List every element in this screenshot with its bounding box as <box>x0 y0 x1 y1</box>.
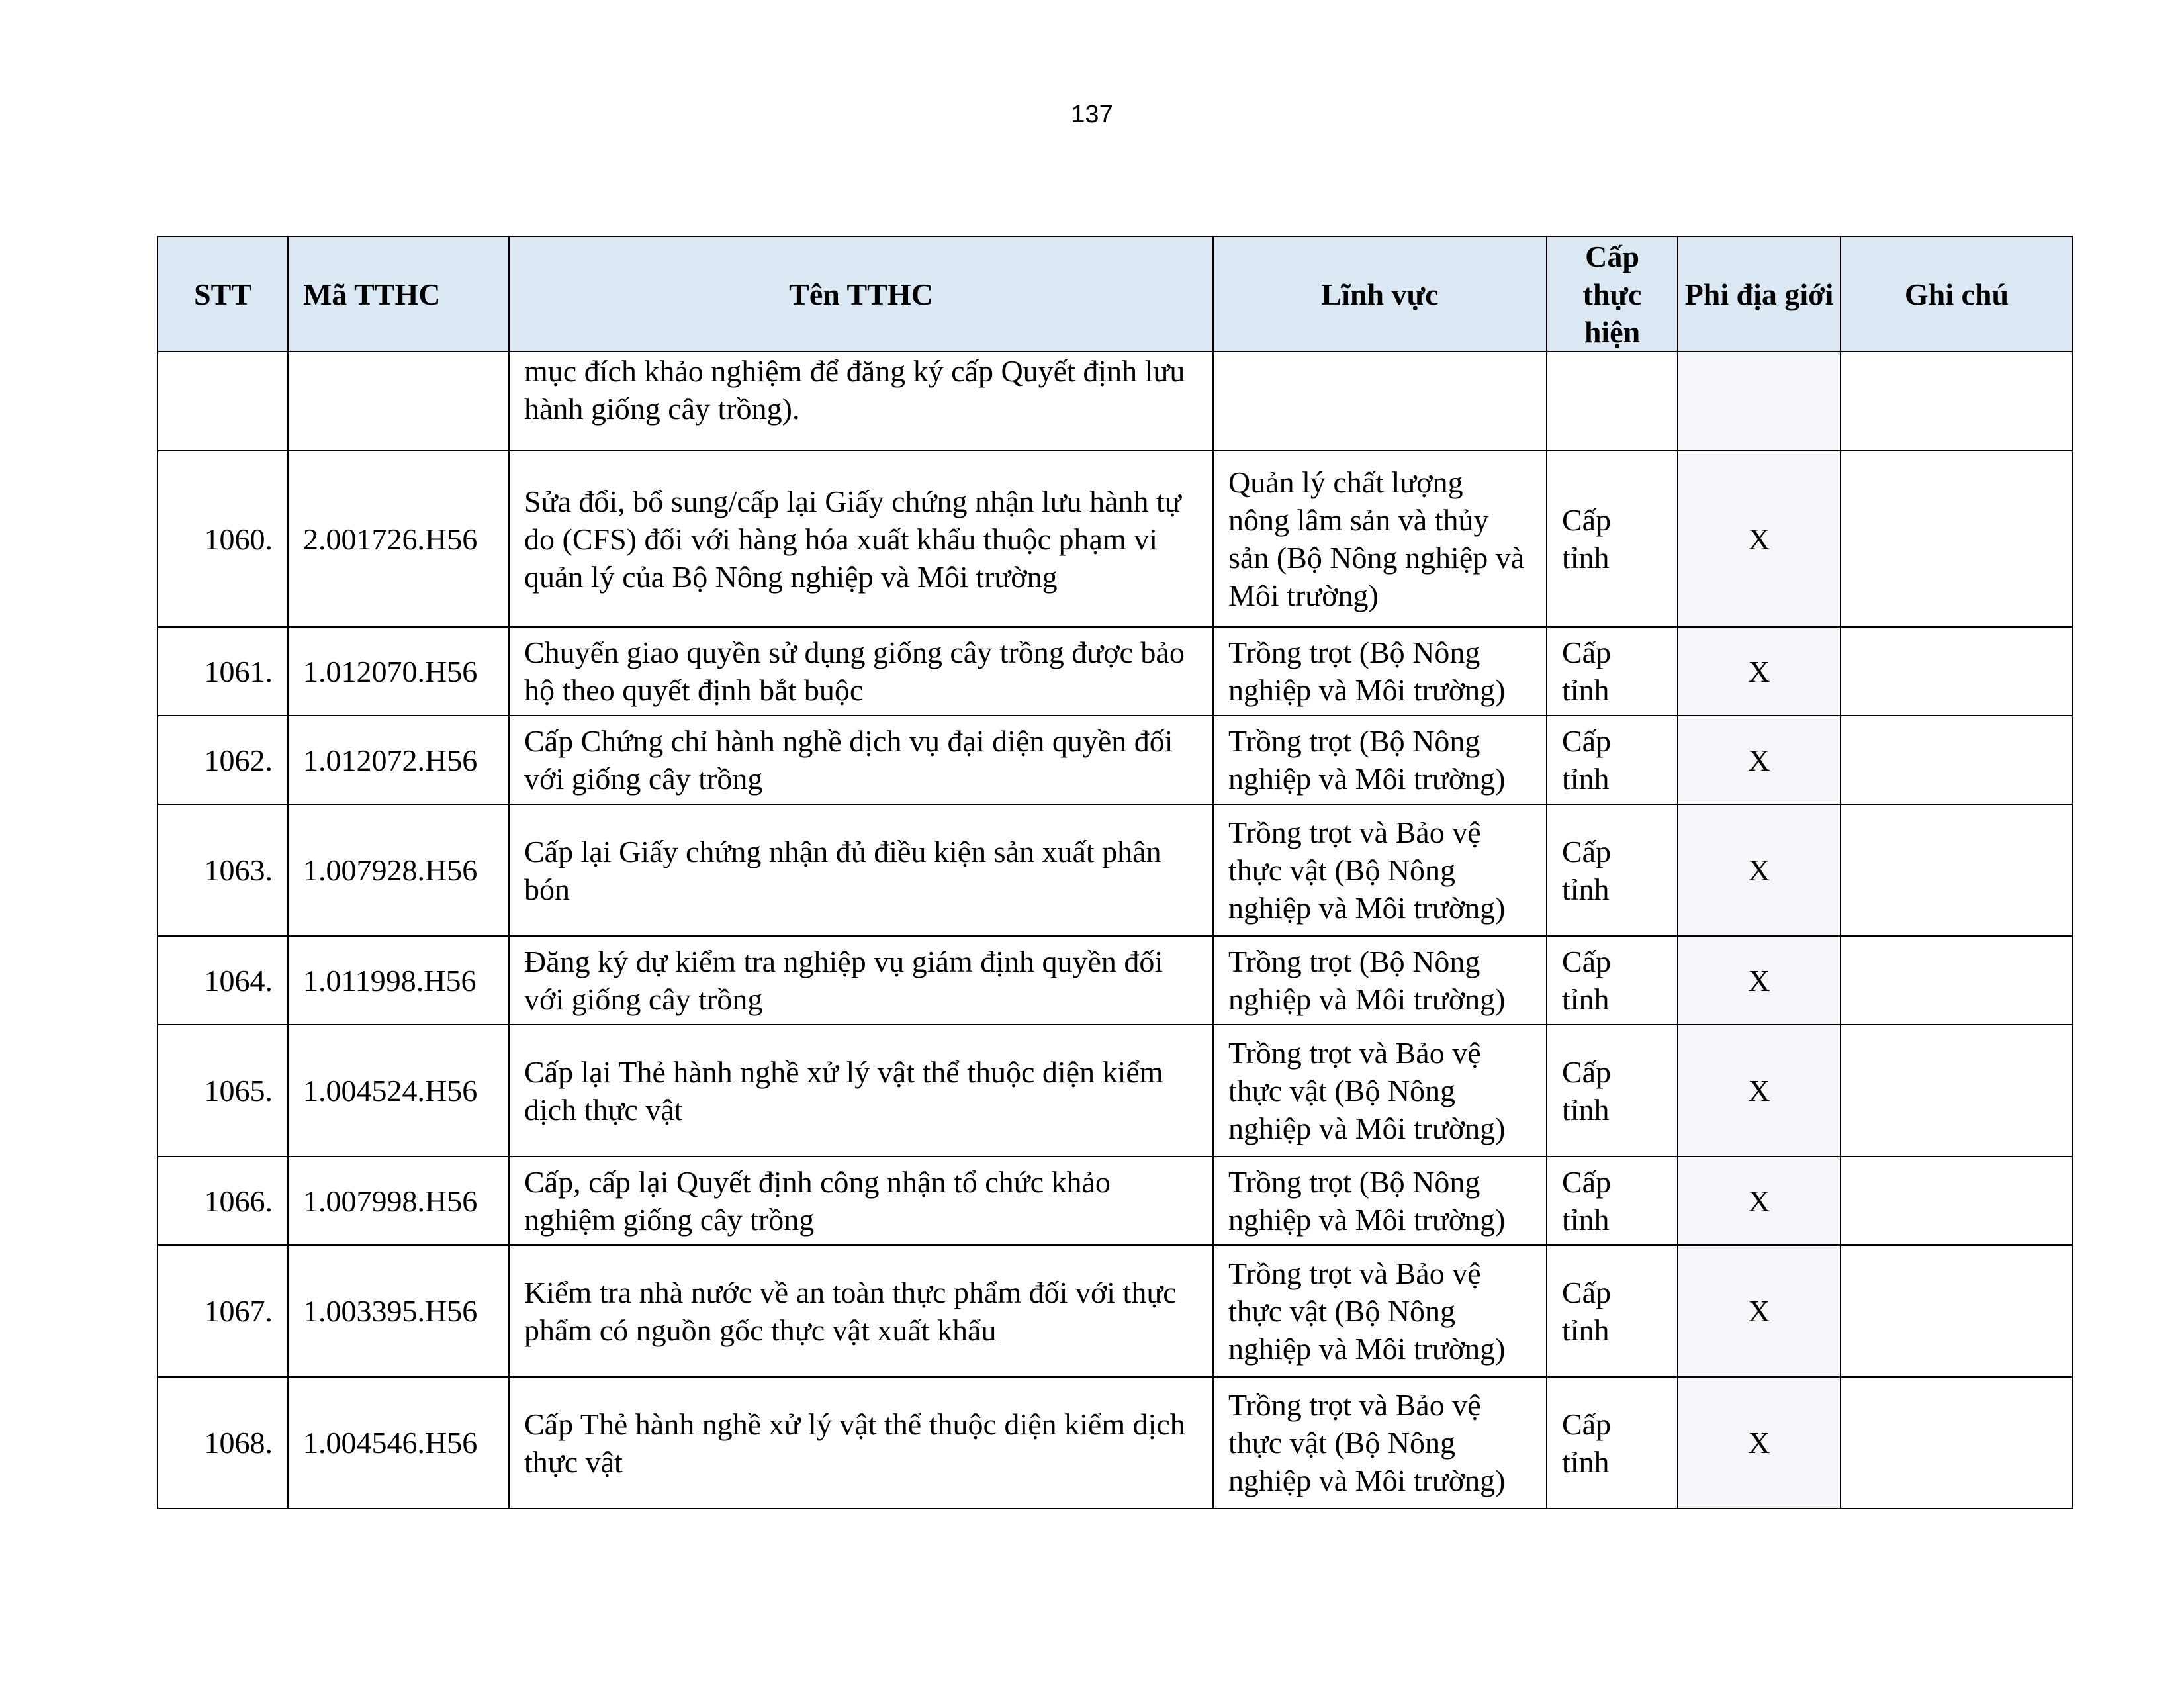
cell-note <box>1841 716 2073 804</box>
table-row <box>158 804 2073 936</box>
header-level: Cấp thực hiện <box>1547 236 1678 352</box>
cell-stt: 1063. <box>158 804 288 936</box>
cell-note <box>1841 1245 2073 1377</box>
cell-code: 2.001726.H56 <box>288 451 509 627</box>
cell-level <box>1547 352 1678 451</box>
cell-fee: X <box>1678 1245 1841 1377</box>
cell-stt: 1060. <box>158 451 288 627</box>
header-field: Lĩnh vực <box>1213 236 1547 352</box>
cell-level: Cấp tỉnh <box>1547 804 1678 936</box>
cell-field: Trồng trọt và Bảo vệ thực vật (Bộ Nông nghiệp và Môi trường) <box>1213 1025 1547 1156</box>
cell-fee: X <box>1678 716 1841 804</box>
cell-name: Cấp Thẻ hành nghề xử lý vật thể thuộc diện kiểm dịch thực vật <box>509 1377 1213 1509</box>
cell-field: Trồng trọt và Bảo vệ thực vật (Bộ Nông nghiệp và Môi trường) <box>1213 1377 1547 1509</box>
cell-name: Kiểm tra nhà nước về an toàn thực phẩm đối với thực phẩm có nguồn gốc thực vật xuất khẩu <box>509 1245 1213 1377</box>
cell-note <box>1841 451 2073 627</box>
cell-fee: X <box>1678 451 1841 627</box>
procedures-table <box>157 236 2073 1509</box>
cell-level: Cấp tỉnh <box>1547 1245 1678 1377</box>
table-row <box>158 451 2073 627</box>
cell-level: Cấp tỉnh <box>1547 1377 1678 1509</box>
cell-level: Cấp tỉnh <box>1547 1156 1678 1245</box>
cell-stt: 1066. <box>158 1156 288 1245</box>
cell-name: Sửa đổi, bổ sung/cấp lại Giấy chứng nhận lưu hành tự do (CFS) đối với hàng hóa xuất khẩu thuộc phạm vi quản lý của Bộ Nông nghiệp và Môi trường <box>509 451 1213 627</box>
cell-code: 1.012072.H56 <box>288 716 509 804</box>
cell-stt: 1064. <box>158 936 288 1025</box>
table-row <box>158 1245 2073 1377</box>
cell-stt: 1065. <box>158 1025 288 1156</box>
cell-note <box>1841 1377 2073 1509</box>
cell-field: Trồng trọt (Bộ Nông nghiệp và Môi trường) <box>1213 936 1547 1025</box>
cell-level: Cấp tỉnh <box>1547 627 1678 716</box>
cell-fee: X <box>1678 1156 1841 1245</box>
table-row <box>158 627 2073 716</box>
table-row-continuation <box>158 352 2073 451</box>
cell-field: Trồng trọt và Bảo vệ thực vật (Bộ Nông nghiệp và Môi trường) <box>1213 1245 1547 1377</box>
cell-field: Trồng trọt (Bộ Nông nghiệp và Môi trường) <box>1213 1156 1547 1245</box>
cell-note <box>1841 804 2073 936</box>
header-code: Mã TTHC <box>288 236 509 352</box>
cell-note <box>1841 1156 2073 1245</box>
table-header-row <box>158 236 2073 352</box>
cell-level: Cấp tỉnh <box>1547 1025 1678 1156</box>
table-row <box>158 1156 2073 1245</box>
cell-level: Cấp tỉnh <box>1547 716 1678 804</box>
cell-note <box>1841 352 2073 451</box>
cell-code: 1.007928.H56 <box>288 804 509 936</box>
cell-stt <box>158 352 288 451</box>
cell-name: Cấp lại Thẻ hành nghề xử lý vật thể thuộc diện kiểm dịch thực vật <box>509 1025 1213 1156</box>
cell-level: Cấp tỉnh <box>1547 936 1678 1025</box>
cell-field: Trồng trọt và Bảo vệ thực vật (Bộ Nông nghiệp và Môi trường) <box>1213 804 1547 936</box>
cell-note <box>1841 1025 2073 1156</box>
cell-fee: X <box>1678 804 1841 936</box>
cell-fee: X <box>1678 1025 1841 1156</box>
table-row <box>158 716 2073 804</box>
cell-code: 1.012070.H56 <box>288 627 509 716</box>
cell-level: Cấp tỉnh <box>1547 451 1678 627</box>
cell-stt: 1068. <box>158 1377 288 1509</box>
cell-code <box>288 352 509 451</box>
cell-field: Trồng trọt (Bộ Nông nghiệp và Môi trường) <box>1213 627 1547 716</box>
cell-name: Đăng ký dự kiểm tra nghiệp vụ giám định quyền đối với giống cây trồng <box>509 936 1213 1025</box>
cell-field <box>1213 352 1547 451</box>
cell-code: 1.011998.H56 <box>288 936 509 1025</box>
header-stt: STT <box>158 236 288 352</box>
cell-field: Trồng trọt (Bộ Nông nghiệp và Môi trường) <box>1213 716 1547 804</box>
cell-fee <box>1678 352 1841 451</box>
header-note: Ghi chú <box>1841 236 2073 352</box>
page-number: 137 <box>1071 101 1113 128</box>
cell-name: Cấp, cấp lại Quyết định công nhận tổ chức khảo nghiệm giống cây trồng <box>509 1156 1213 1245</box>
cell-note <box>1841 627 2073 716</box>
cell-fee: X <box>1678 936 1841 1025</box>
cell-fee: X <box>1678 627 1841 716</box>
header-name: Tên TTHC <box>509 236 1213 352</box>
header-fee: Phi địa giới <box>1678 236 1841 352</box>
cell-stt: 1062. <box>158 716 288 804</box>
cell-code: 1.003395.H56 <box>288 1245 509 1377</box>
table-row <box>158 1377 2073 1509</box>
cell-code: 1.004546.H56 <box>288 1377 509 1509</box>
table-row <box>158 1025 2073 1156</box>
cell-code: 1.007998.H56 <box>288 1156 509 1245</box>
cell-name: mục đích khảo nghiệm để đăng ký cấp Quyết định lưu hành giống cây trồng). <box>509 352 1213 451</box>
cell-name: Cấp lại Giấy chứng nhận đủ điều kiện sản xuất phân bón <box>509 804 1213 936</box>
cell-name: Cấp Chứng chỉ hành nghề dịch vụ đại diện quyền đối với giống cây trồng <box>509 716 1213 804</box>
cell-code: 1.004524.H56 <box>288 1025 509 1156</box>
cell-field: Quản lý chất lượng nông lâm sản và thủy sản (Bộ Nông nghiệp và Môi trường) <box>1213 451 1547 627</box>
cell-note <box>1841 936 2073 1025</box>
cell-fee: X <box>1678 1377 1841 1509</box>
table-row <box>158 936 2073 1025</box>
cell-name: Chuyển giao quyền sử dụng giống cây trồng được bảo hộ theo quyết định bắt buộc <box>509 627 1213 716</box>
cell-stt: 1067. <box>158 1245 288 1377</box>
cell-stt: 1061. <box>158 627 288 716</box>
